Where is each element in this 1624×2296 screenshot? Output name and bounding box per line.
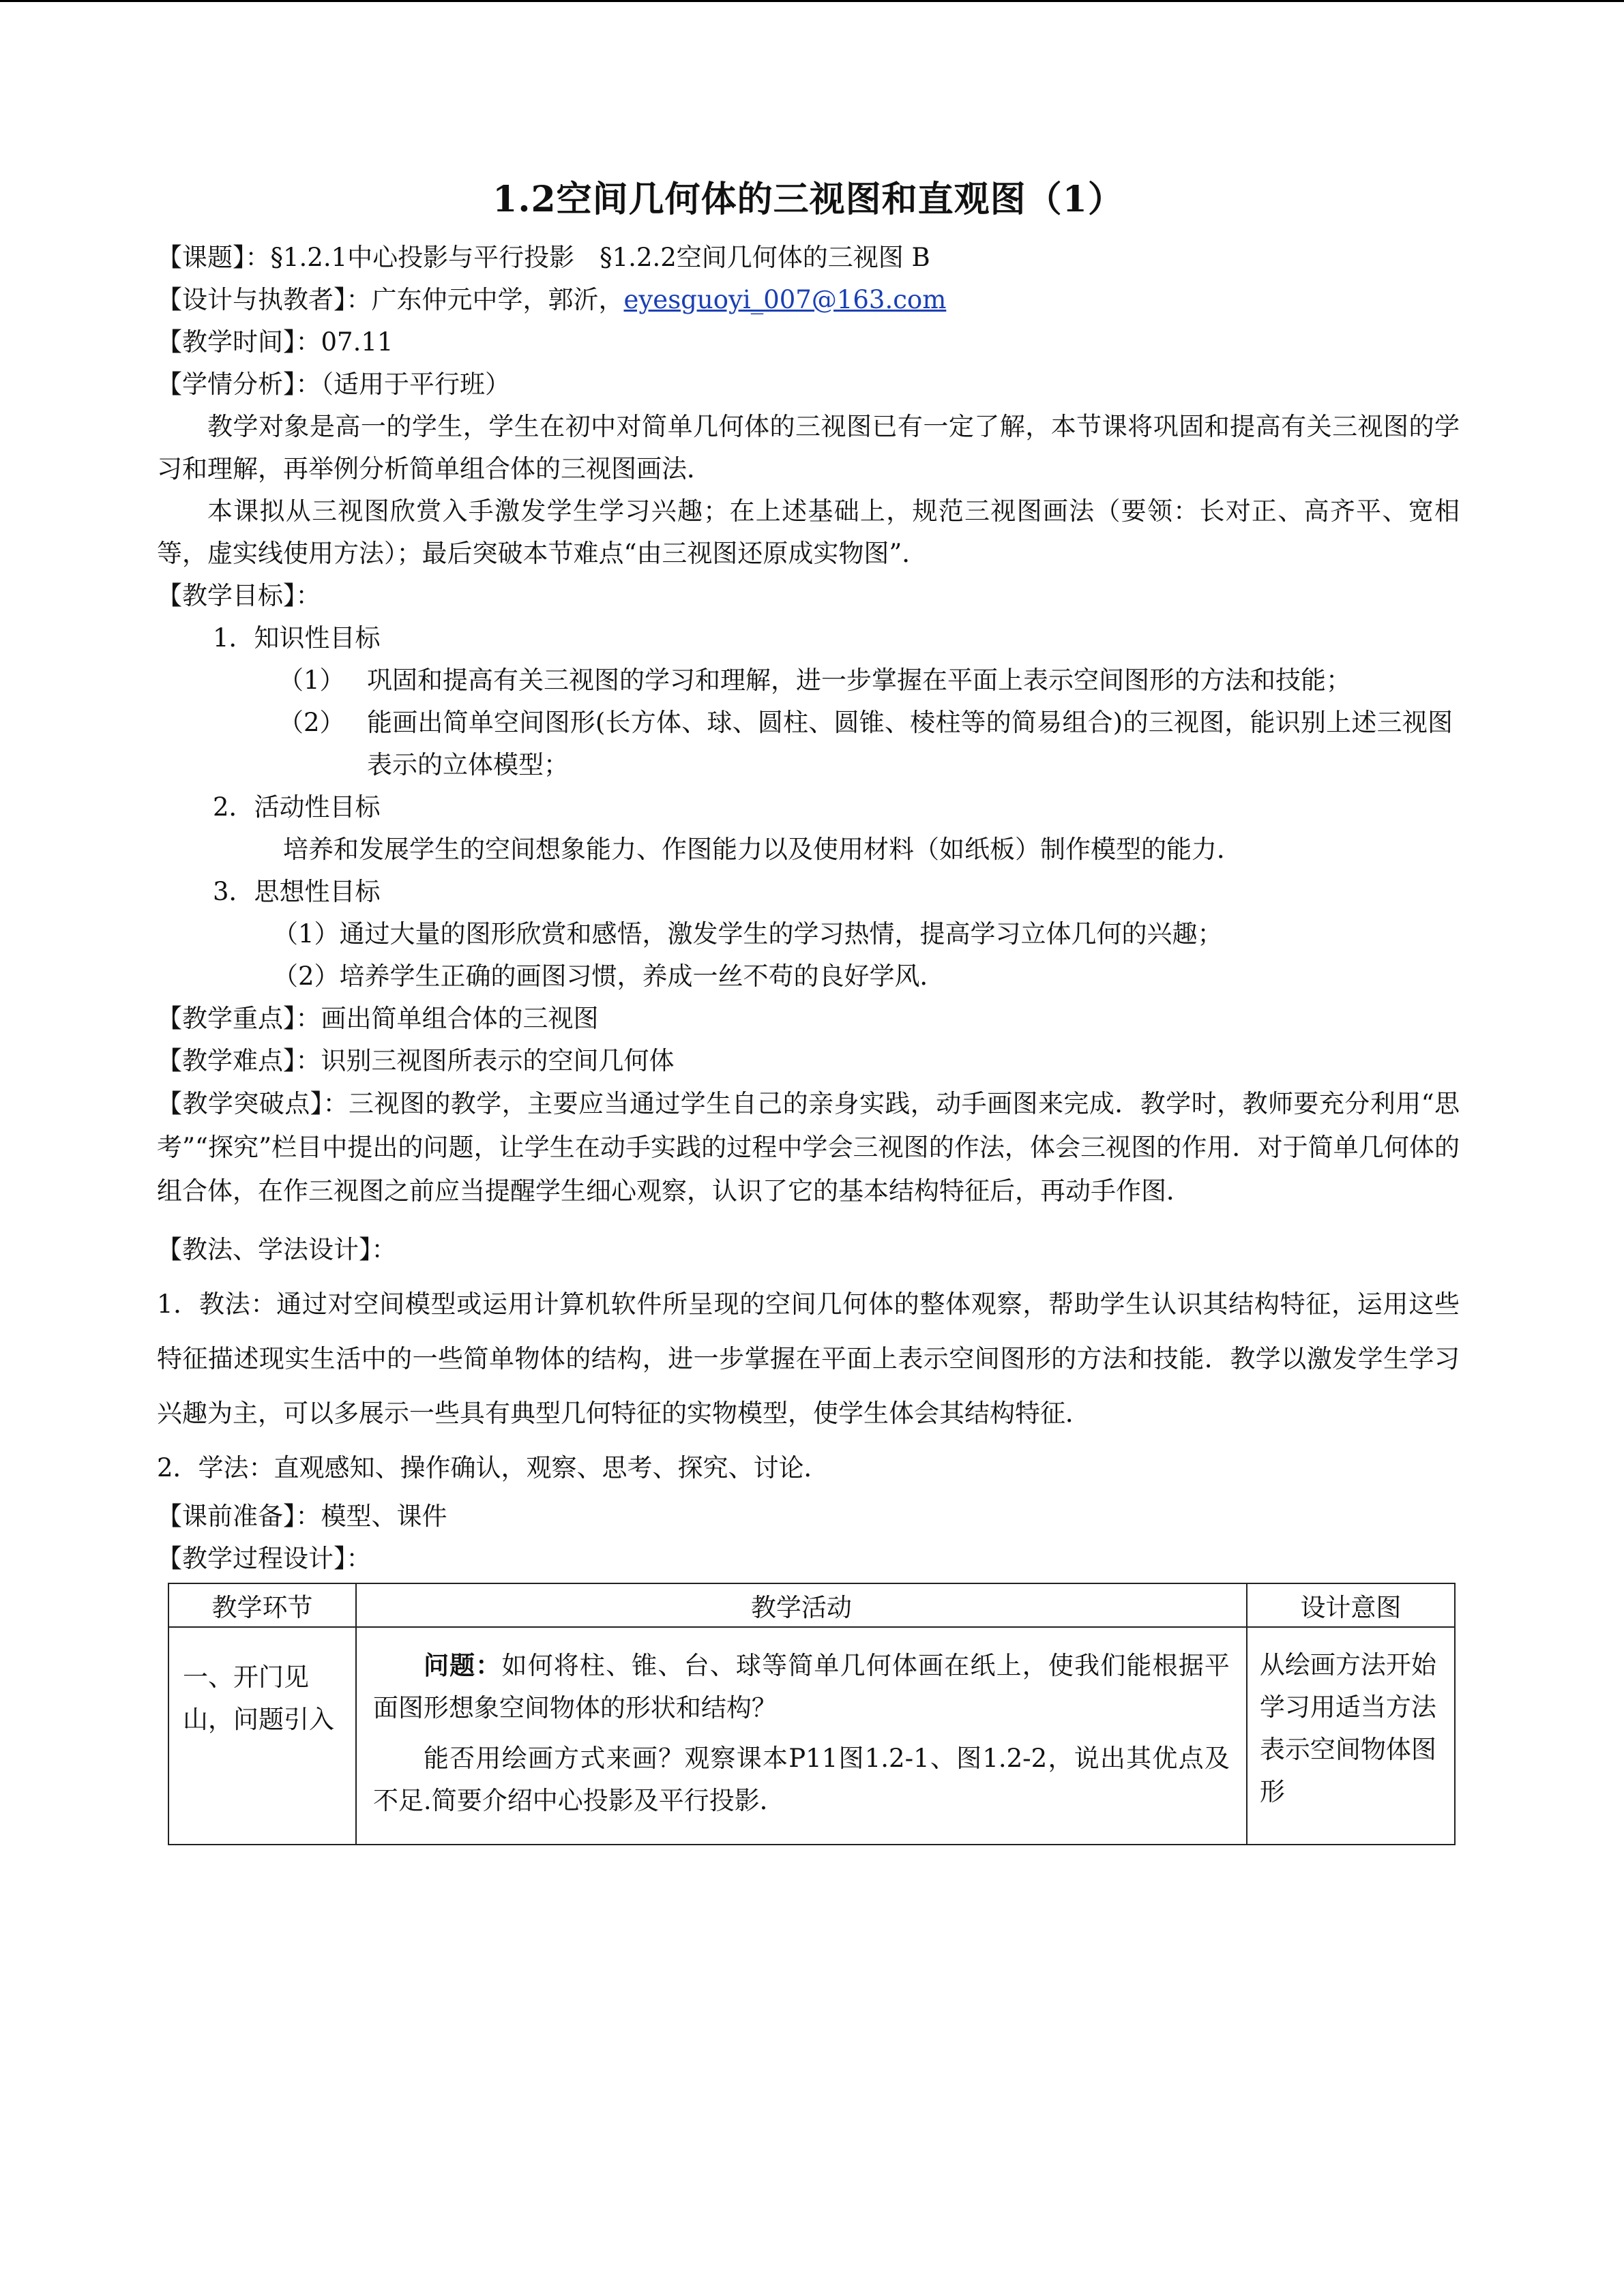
goal-1-item-2-text: 能画出简单空间图形(长方体、球、圆柱、圆锥、棱柱等的简易组合)的三视图，能识别上述三视图表示的立体模型； <box>367 708 1453 779</box>
learning-method: 2．学法：直观感知、操作确认，观察、思考、探究、讨论． <box>157 1453 829 1482</box>
header-stage: 教学环节 <box>168 1583 356 1627</box>
teaching-method: 1．教法：通过对空间模型或运用计算机软件所呈现的空间几何体的整体观察，帮助学生认识其结构特征，运用这些特征描述现实生活中的一些简单物体的结构，进一步掌握在平面上表示空间图形的方法和技能．教学以激发学生学习兴趣为主，可以多展示一些具有典型几何特征的实物模型，使学生体会其结构特征． <box>157 1289 1460 1428</box>
table-row <box>168 1627 1455 1845</box>
page-title: 1.2空间几何体的三视图和直观图（1） <box>492 179 1124 220</box>
goal-1-item-2-number: （2） <box>278 708 345 737</box>
goal-1-title: 1．知识性目标 <box>213 623 381 653</box>
time-line <box>157 321 1460 363</box>
topic-line <box>157 237 1460 279</box>
analysis-paragraph-1: 教学对象是高一的学生，学生在初中对简单几何体的三视图已有一定了解，本节课将巩固和提高有关三视图的学习和理解，再举例分析简单组合体的三视图画法． <box>157 412 1460 483</box>
designer-line <box>157 279 1460 321</box>
table-header-row <box>168 1583 1455 1627</box>
goal-2-title: 2．活动性目标 <box>213 792 381 822</box>
preparation: 【课前准备】：模型、课件 <box>157 1502 447 1531</box>
goal-3-item-1: （1）通过大量的图形欣赏和感悟，激发学生的学习热情，提高学习立体几何的兴趣； <box>273 919 1223 949</box>
time-label: 【教学时间】： <box>157 327 321 357</box>
document-page <box>157 157 1460 1845</box>
header-activity: 教学活动 <box>356 1583 1247 1627</box>
goal-3-title: 3．思想性目标 <box>213 877 381 906</box>
goal-3-item-2: （2）培养学生正确的画图习惯，养成一丝不苟的良好学风． <box>273 961 945 991</box>
time-value: 07.11 <box>321 327 394 357</box>
key-point: 【教学重点】：画出简单组合体的三视图 <box>157 1004 599 1033</box>
goals-label: 【教学目标】： <box>157 581 321 610</box>
topic-value: §1.2.1中心投影与平行投影 §1.2.2空间几何体的三视图 B <box>270 243 930 272</box>
goal-1-item-1-number: （1） <box>278 666 345 695</box>
header-intent: 设计意图 <box>1247 1583 1455 1627</box>
difficulty: 【教学难点】：识别三视图所表示的空间几何体 <box>157 1046 675 1075</box>
row-1-stage: 一、开门见山，问题引入 <box>168 1627 356 1845</box>
goal-1-item-1 <box>157 659 1460 702</box>
designer-label: 【设计与执教者】： <box>157 285 372 314</box>
analysis-value: （适用于平行班） <box>321 370 510 399</box>
process-label: 【教学过程设计】： <box>157 1544 372 1573</box>
row-1-question <box>373 1644 1230 1729</box>
topic-label: 【课题】： <box>157 243 271 272</box>
designer-email-link[interactable]: eyesguoyi_007@163.com <box>623 285 947 314</box>
goal-1-item-1-text: 巩固和提高有关三视图的学习和理解，进一步掌握在平面上表示空间图形的方法和技能； <box>367 666 1351 695</box>
breakthrough: 【教学突破点】：三视图的教学，主要应当通过学生自己的亲身实践，动手画图来完成．教学时，教师要充分利用“思考”“探究”栏目中提出的问题，让学生在动手实践的过程中学会三视图的作法，体会三视图的作用．对于简单几何体的组合体，在作三视图之前应当提醒学生细心观察，认识了它的基本结构特征后，再动手作图． <box>157 1089 1460 1206</box>
question-text: 如何将柱、锥、台、球等简单几何体画在纸上，使我们能根据平面图形想象空间物体的形状和结构？ <box>372 1651 1230 1723</box>
analysis-paragraph-2: 本课拟从三视图欣赏入手激发学生学习兴趣；在上述基础上，规范三视图画法（要领：长对正、高齐平、宽相等，虚实线使用方法）；最后突破本节难点“由三视图还原成实物图”． <box>157 496 1460 568</box>
methods-label: 【教法、学法设计】： <box>157 1235 397 1264</box>
analysis-label: 【学情分析】： <box>157 370 321 399</box>
teaching-process-table <box>168 1583 1456 1845</box>
row-1-activity-text: 能否用绘画方式来画？观察课本P11图1.2-1、图1.2-2，说出其优点及不足.简要介绍中心投影及平行投影． <box>372 1744 1230 1815</box>
page-top-border <box>0 0 1624 2</box>
row-1-intent: 从绘画方法开始学习用适当方法表示空间物体图形 <box>1247 1627 1455 1845</box>
goal-1-item-2 <box>157 702 1460 786</box>
goal-2-text: 培养和发展学生的空间想象能力、作图能力以及使用材料（如纸板）制作模型的能力． <box>283 835 1242 864</box>
analysis-line <box>157 363 1460 406</box>
row-1-activity <box>356 1627 1247 1845</box>
designer-value: 广东仲元中学，郭沂， <box>371 285 624 314</box>
question-label: 问题： <box>423 1650 502 1680</box>
